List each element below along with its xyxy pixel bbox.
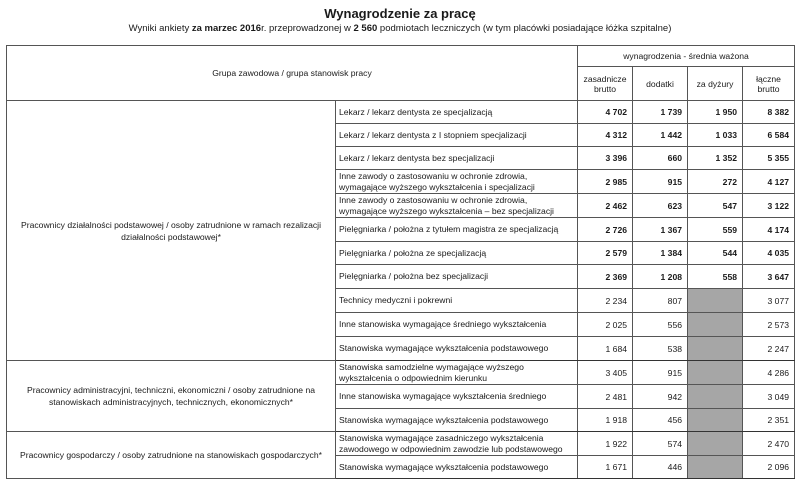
group-label: Pracownicy administracyjni, techniczni, ekonomiczni / osoby zatrudnione na stanowiskach administracyjnych, technicznych, ekonomicznych* [7,361,336,432]
header-group-column: Grupa zawodowa / grupa stanowisk pracy [7,46,578,101]
value-dyzury [688,361,743,385]
value-laczne: 8 382 [743,101,795,124]
value-dodatki: 1 739 [633,101,688,124]
value-dyzury: 544 [688,242,743,265]
value-dyzury [688,409,743,432]
position-name: Stanowiska samodzielne wymagające wyższego wykształcenia o odpowiednim kierunku [336,361,578,385]
value-dyzury [688,385,743,409]
value-dyzury: 272 [688,170,743,194]
value-laczne: 4 174 [743,218,795,242]
value-laczne: 3 647 [743,265,795,289]
value-dodatki: 660 [633,147,688,170]
value-dodatki: 942 [633,385,688,409]
value-dodatki: 1 442 [633,124,688,147]
value-dyzury: 558 [688,265,743,289]
value-dodatki: 1 367 [633,218,688,242]
table-row [7,101,795,124]
header-dyzury: za dyżury [688,67,743,101]
value-zasadnicze: 2 369 [578,265,633,289]
group-label: Pracownicy działalności podstawowej / osoby zatrudnione w ramach rezalizacji działalności podstawowej* [7,101,336,361]
value-laczne: 4 286 [743,361,795,385]
value-dodatki: 1 384 [633,242,688,265]
value-zasadnicze: 2 462 [578,194,633,218]
value-dodatki: 807 [633,289,688,313]
value-laczne: 3 049 [743,385,795,409]
value-zasadnicze: 3 396 [578,147,633,170]
value-laczne: 2 351 [743,409,795,432]
header-zasadnicze: zasadnicze brutto [578,67,633,101]
position-name: Lekarz / lekarz dentysta bez specjalizacji [336,147,578,170]
position-name: Lekarz / lekarz dentysta ze specjalizacją [336,101,578,124]
value-dyzury [688,313,743,337]
header-wage-group: wynagrodzenia - średnia ważona [578,46,795,67]
value-dyzury: 1 352 [688,147,743,170]
value-laczne: 2 470 [743,432,795,456]
value-dodatki: 456 [633,409,688,432]
position-name: Pielęgniarka / położna z tytułem magistra ze specjalizacją [336,218,578,242]
value-laczne: 2 096 [743,456,795,479]
position-name: Inne zawody o zastosowaniu w ochronie zdrowia, wymagające wyższego wykształcenia – bez specjalizacji [336,194,578,218]
position-name: Stanowiska wymagające zasadniczego wykształcenia zawodowego w odpowiednim zawodzie lub podstawowego [336,432,578,456]
document-page [0,6,800,500]
value-zasadnicze: 1 671 [578,456,633,479]
value-laczne: 6 584 [743,124,795,147]
position-name: Stanowiska wymagające wykształcenia podstawowego [336,456,578,479]
value-dyzury: 559 [688,218,743,242]
value-dodatki: 915 [633,361,688,385]
page-subtitle: Wyniki ankiety za marzec 2016r. przeprowadzonej w 2 560 podmiotach leczniczych (w tym placówki posiadające łóżka szpitalne) [128,23,672,34]
position-name: Pielęgniarka / położna bez specjalizacji [336,265,578,289]
position-name: Inne zawody o zastosowaniu w ochronie zdrowia, wymagające wyższego wykształcenia i specjalizacji [336,170,578,194]
header-laczne: łączne brutto [743,67,795,101]
value-laczne: 3 122 [743,194,795,218]
value-laczne: 4 127 [743,170,795,194]
value-dyzury [688,456,743,479]
table-row [7,432,795,456]
value-dyzury [688,432,743,456]
value-dodatki: 446 [633,456,688,479]
table-row [7,361,795,385]
value-laczne: 5 355 [743,147,795,170]
value-zasadnicze: 2 234 [578,289,633,313]
value-zasadnicze: 2 985 [578,170,633,194]
wages-table [6,45,795,479]
position-name: Inne stanowiska wymagające średniego wykształcenia [336,313,578,337]
value-zasadnicze: 4 702 [578,101,633,124]
position-name: Technicy medyczni i pokrewni [336,289,578,313]
value-zasadnicze: 2 726 [578,218,633,242]
position-name: Inne stanowiska wymagające wykształcenia średniego [336,385,578,409]
value-zasadnicze: 4 312 [578,124,633,147]
position-name: Stanowiska wymagające wykształcenia podstawowego [336,337,578,361]
value-dodatki: 1 208 [633,265,688,289]
value-dodatki: 556 [633,313,688,337]
value-dyzury: 547 [688,194,743,218]
value-zasadnicze: 1 922 [578,432,633,456]
value-dodatki: 915 [633,170,688,194]
value-dodatki: 574 [633,432,688,456]
position-name: Lekarz / lekarz dentysta z I stopniem specjalizacji [336,124,578,147]
page-title: Wynagrodzenie za pracę [324,6,476,21]
value-zasadnicze: 2 025 [578,313,633,337]
table-body [7,101,795,479]
value-dyzury: 1 950 [688,101,743,124]
value-laczne: 2 573 [743,313,795,337]
value-dyzury: 1 033 [688,124,743,147]
value-dodatki: 623 [633,194,688,218]
value-laczne: 3 077 [743,289,795,313]
value-zasadnicze: 1 918 [578,409,633,432]
value-laczne: 2 247 [743,337,795,361]
header-dodatki: dodatki [633,67,688,101]
value-laczne: 4 035 [743,242,795,265]
value-dyzury [688,289,743,313]
value-dodatki: 538 [633,337,688,361]
position-name: Stanowiska wymagające wykształcenia podstawowego [336,409,578,432]
value-zasadnicze: 3 405 [578,361,633,385]
value-zasadnicze: 2 481 [578,385,633,409]
value-dyzury [688,337,743,361]
value-zasadnicze: 2 579 [578,242,633,265]
position-name: Pielęgniarka / położna ze specjalizacją [336,242,578,265]
value-zasadnicze: 1 684 [578,337,633,361]
group-label: Pracownicy gospodarczy / osoby zatrudnione na stanowiskach gospodarczych* [7,432,336,479]
